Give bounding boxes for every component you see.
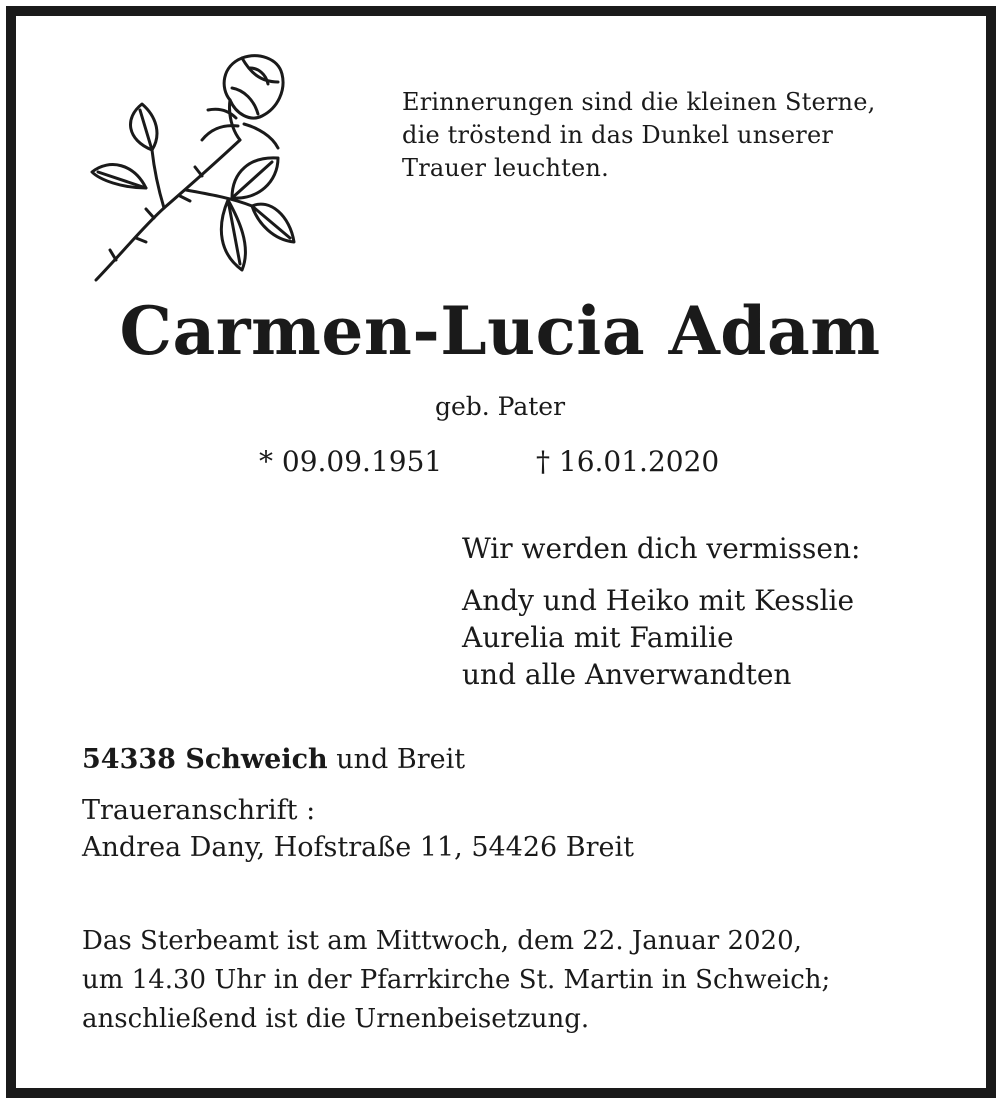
- mourners-list: [462, 582, 854, 693]
- service-info: [82, 922, 830, 1039]
- birth-date: * 09.09.1951: [259, 445, 443, 478]
- quote-line: Erinnerungen sind die kleinen Sterne,: [402, 88, 876, 116]
- rose-icon: [82, 48, 304, 288]
- address-text: Andrea Dany, Hofstraße 11, 54426 Breit: [82, 832, 635, 863]
- city-rest: und Breit: [327, 744, 466, 775]
- service-line: um 14.30 Uhr in der Pfarrkirche St. Martin in Schweich;: [82, 965, 831, 995]
- memorial-quote: [402, 86, 875, 185]
- quote-line: die tröstend in das Dunkel unserer: [402, 121, 834, 149]
- city-bold: 54338 Schweich: [82, 744, 328, 775]
- deceased-name: Carmen-Lucia Adam: [119, 292, 881, 370]
- mourners-heading: Wir werden dich vermissen:: [462, 532, 861, 565]
- mourner-line: Andy und Heiko mit Kesslie: [462, 584, 855, 617]
- maiden-name: geb. Pater: [434, 392, 566, 421]
- mourning-address: [82, 792, 634, 866]
- address-label: Traueranschrift :: [82, 795, 316, 826]
- death-date: † 16.01.2020: [536, 445, 720, 478]
- service-line: anschließend ist die Urnenbeisetzung.: [82, 1004, 590, 1034]
- quote-line: Trauer leuchten.: [402, 154, 609, 182]
- location-line: [82, 744, 465, 775]
- mourner-line: Aurelia mit Familie: [462, 621, 734, 654]
- mourner-line: und alle Anverwandten: [462, 658, 792, 691]
- service-line: Das Sterbeamt ist am Mittwoch, dem 22. Januar 2020,: [82, 926, 802, 956]
